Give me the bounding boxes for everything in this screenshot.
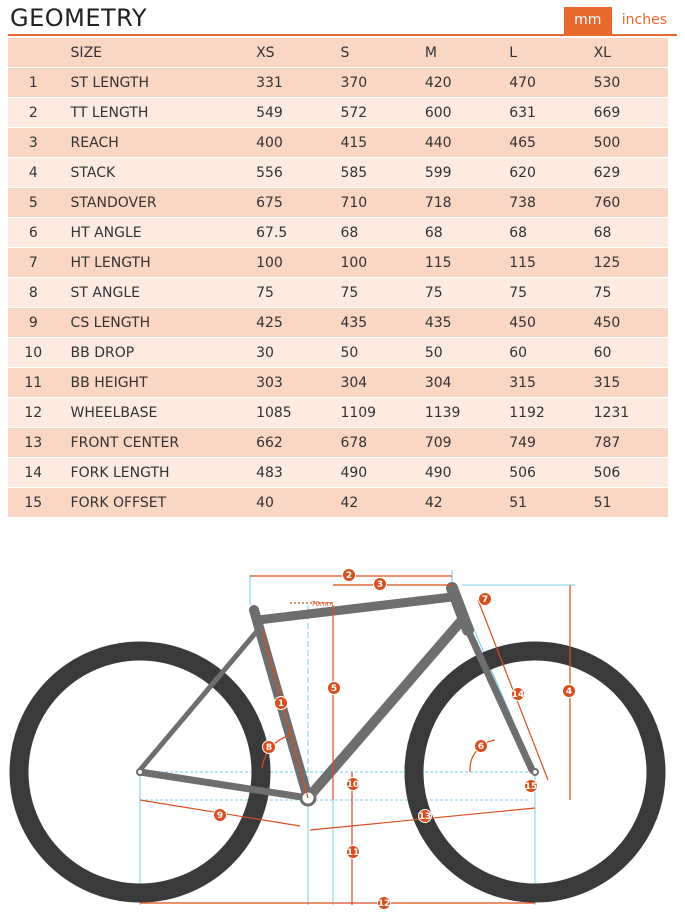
cell-xs: 425 xyxy=(246,308,330,338)
row-measure-name: ST LENGTH xyxy=(59,68,247,98)
cell-l: 631 xyxy=(499,98,583,128)
cell-m: 440 xyxy=(415,128,499,158)
cell-xs: 303 xyxy=(246,368,330,398)
dimension-callout-15 xyxy=(525,780,538,793)
callout-label: 9 xyxy=(216,811,224,821)
cell-m: 718 xyxy=(415,188,499,218)
dimension-callout-12 xyxy=(378,897,391,910)
dimension-callout-1 xyxy=(275,697,288,710)
cell-s: 572 xyxy=(330,98,414,128)
cell-l: 470 xyxy=(499,68,583,98)
callout-label: 6 xyxy=(477,742,485,752)
row-number: 12 xyxy=(8,398,59,428)
table-row xyxy=(8,488,668,518)
cell-l: 1192 xyxy=(499,398,583,428)
header-size-m: M xyxy=(415,38,499,68)
cell-m: 68 xyxy=(415,218,499,248)
cell-m: 42 xyxy=(415,488,499,518)
row-number: 11 xyxy=(8,368,59,398)
table-row xyxy=(8,188,668,218)
table-row xyxy=(8,308,668,338)
cell-xs: 400 xyxy=(246,128,330,158)
callout-label: 14 xyxy=(511,690,525,700)
cell-xs: 67.5 xyxy=(246,218,330,248)
cell-xl: 125 xyxy=(584,248,668,278)
row-number: 9 xyxy=(8,308,59,338)
cell-xs: 100 xyxy=(246,248,330,278)
row-measure-name: TT LENGTH xyxy=(59,98,247,128)
cell-xl: 60 xyxy=(584,338,668,368)
cell-xs: 75 xyxy=(246,278,330,308)
cell-xs: 549 xyxy=(246,98,330,128)
row-measure-name: FORK LENGTH xyxy=(59,458,247,488)
cell-s: 100 xyxy=(330,248,414,278)
cell-s: 678 xyxy=(330,428,414,458)
cell-m: 304 xyxy=(415,368,499,398)
row-number: 5 xyxy=(8,188,59,218)
table-row xyxy=(8,98,668,128)
cell-l: 115 xyxy=(499,248,583,278)
cell-xl: 669 xyxy=(584,98,668,128)
dimension-callout-10 xyxy=(347,778,360,791)
row-number: 6 xyxy=(8,218,59,248)
cell-l: 620 xyxy=(499,158,583,188)
cell-xs: 662 xyxy=(246,428,330,458)
bike-geometry-diagram xyxy=(0,560,685,924)
cell-m: 600 xyxy=(415,98,499,128)
callout-label: 15 xyxy=(524,782,538,792)
dimension-callout-6 xyxy=(475,740,488,753)
unit-mm-button[interactable]: mm xyxy=(564,7,612,34)
dimension-callout-9 xyxy=(214,809,227,822)
cell-m: 709 xyxy=(415,428,499,458)
cell-s: 710 xyxy=(330,188,414,218)
dimension-callout-4 xyxy=(563,685,576,698)
table-row xyxy=(8,158,668,188)
cell-l: 738 xyxy=(499,188,583,218)
cell-xl: 506 xyxy=(584,458,668,488)
header-size-xl: XL xyxy=(584,38,668,68)
cell-m: 115 xyxy=(415,248,499,278)
header-size-s: S xyxy=(330,38,414,68)
row-number: 4 xyxy=(8,158,59,188)
dimension-callout-11 xyxy=(347,846,360,859)
unit-toggle[interactable] xyxy=(564,7,677,34)
cell-xs: 331 xyxy=(246,68,330,98)
cell-xl: 787 xyxy=(584,428,668,458)
seatpost-offset-label: 70mm xyxy=(311,600,334,608)
table-row xyxy=(8,128,668,158)
cell-m: 490 xyxy=(415,458,499,488)
table-row xyxy=(8,398,668,428)
table-row xyxy=(8,428,668,458)
cell-l: 60 xyxy=(499,338,583,368)
dimension-callout-3 xyxy=(374,578,387,591)
cell-s: 304 xyxy=(330,368,414,398)
dimension-callout-7 xyxy=(479,593,492,606)
cell-xs: 1085 xyxy=(246,398,330,428)
row-measure-name: WHEELBASE xyxy=(59,398,247,428)
page-title: GEOMETRY xyxy=(10,4,147,32)
callout-label: 7 xyxy=(481,595,489,605)
geometry-table xyxy=(8,38,668,518)
cell-xs: 483 xyxy=(246,458,330,488)
table-row xyxy=(8,458,668,488)
row-number: 7 xyxy=(8,248,59,278)
cell-xs: 30 xyxy=(246,338,330,368)
cell-xl: 315 xyxy=(584,368,668,398)
cell-l: 465 xyxy=(499,128,583,158)
cell-l: 315 xyxy=(499,368,583,398)
cell-xl: 450 xyxy=(584,308,668,338)
cell-s: 68 xyxy=(330,218,414,248)
cell-s: 42 xyxy=(330,488,414,518)
row-measure-name: CS LENGTH xyxy=(59,308,247,338)
rear-dropout xyxy=(137,769,143,775)
cell-xl: 629 xyxy=(584,158,668,188)
dimension-callout-8 xyxy=(263,741,276,754)
dimension-callout-2 xyxy=(343,569,356,582)
cell-m: 599 xyxy=(415,158,499,188)
dimension-callout-14 xyxy=(512,688,525,701)
cell-s: 75 xyxy=(330,278,414,308)
cell-s: 585 xyxy=(330,158,414,188)
callout-label: 12 xyxy=(377,899,391,909)
row-measure-name: STANDOVER xyxy=(59,188,247,218)
cell-s: 435 xyxy=(330,308,414,338)
cell-m: 420 xyxy=(415,68,499,98)
dimension-callout-13 xyxy=(419,810,432,823)
row-number: 1 xyxy=(8,68,59,98)
unit-inches-button[interactable]: inches xyxy=(621,12,667,28)
cell-l: 749 xyxy=(499,428,583,458)
row-number: 3 xyxy=(8,128,59,158)
cell-xs: 556 xyxy=(246,158,330,188)
row-measure-name: ST ANGLE xyxy=(59,278,247,308)
callout-label: 11 xyxy=(346,848,360,858)
table-row xyxy=(8,278,668,308)
cell-xl: 530 xyxy=(584,68,668,98)
table-row xyxy=(8,218,668,248)
row-number: 13 xyxy=(8,428,59,458)
chain-stay xyxy=(140,772,308,798)
header-size: SIZE xyxy=(59,38,247,68)
cell-l: 68 xyxy=(499,218,583,248)
cell-xs: 675 xyxy=(246,188,330,218)
callout-label: 4 xyxy=(565,687,573,697)
cell-s: 1109 xyxy=(330,398,414,428)
callout-label: 1 xyxy=(277,699,285,709)
callout-label: 10 xyxy=(346,780,360,790)
cell-s: 490 xyxy=(330,458,414,488)
cell-xl: 51 xyxy=(584,488,668,518)
cell-s: 50 xyxy=(330,338,414,368)
cell-m: 435 xyxy=(415,308,499,338)
cell-m: 50 xyxy=(415,338,499,368)
row-number: 15 xyxy=(8,488,59,518)
dimension-callout-5 xyxy=(328,682,341,695)
cell-s: 415 xyxy=(330,128,414,158)
cell-xs: 40 xyxy=(246,488,330,518)
row-measure-name: HT LENGTH xyxy=(59,248,247,278)
row-number: 8 xyxy=(8,278,59,308)
row-number: 2 xyxy=(8,98,59,128)
row-measure-name: FRONT CENTER xyxy=(59,428,247,458)
row-measure-name: STACK xyxy=(59,158,247,188)
cell-xl: 500 xyxy=(584,128,668,158)
row-number: 14 xyxy=(8,458,59,488)
top-tube xyxy=(258,597,452,620)
table-row xyxy=(8,368,668,398)
row-measure-name: REACH xyxy=(59,128,247,158)
callout-label: 3 xyxy=(376,580,384,590)
cell-m: 75 xyxy=(415,278,499,308)
header-num xyxy=(8,38,59,68)
cell-l: 506 xyxy=(499,458,583,488)
row-measure-name: FORK OFFSET xyxy=(59,488,247,518)
table-row xyxy=(8,338,668,368)
cell-l: 75 xyxy=(499,278,583,308)
callout-label: 2 xyxy=(345,571,353,581)
cell-xl: 68 xyxy=(584,218,668,248)
cell-xl: 1231 xyxy=(584,398,668,428)
table-header-row xyxy=(8,38,668,68)
row-number: 10 xyxy=(8,338,59,368)
cell-l: 450 xyxy=(499,308,583,338)
table-row xyxy=(8,248,668,278)
cell-s: 370 xyxy=(330,68,414,98)
callout-label: 5 xyxy=(330,684,338,694)
callout-label: 13 xyxy=(418,812,432,822)
cell-l: 51 xyxy=(499,488,583,518)
cell-xl: 75 xyxy=(584,278,668,308)
table-row xyxy=(8,68,668,98)
header-size-l: L xyxy=(499,38,583,68)
front-dropout xyxy=(532,769,538,775)
cell-xl: 760 xyxy=(584,188,668,218)
row-measure-name: HT ANGLE xyxy=(59,218,247,248)
cell-m: 1139 xyxy=(415,398,499,428)
title-divider xyxy=(8,34,677,36)
header-size-xs: XS xyxy=(246,38,330,68)
row-measure-name: BB HEIGHT xyxy=(59,368,247,398)
row-measure-name: BB DROP xyxy=(59,338,247,368)
callout-label: 8 xyxy=(265,743,273,753)
